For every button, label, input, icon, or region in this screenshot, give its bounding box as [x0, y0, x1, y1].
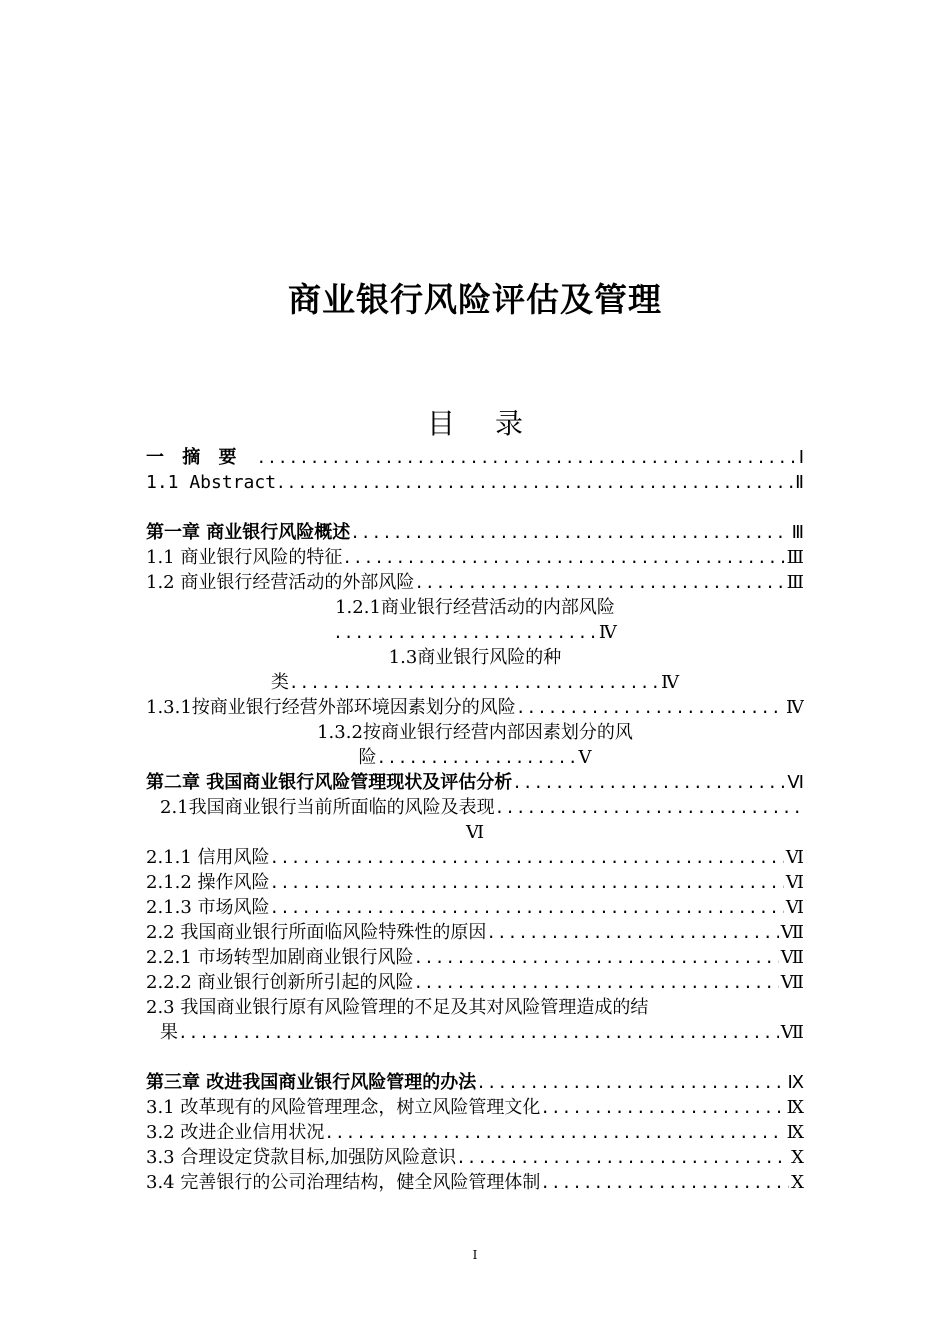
toc-entry-continuation — [146, 1020, 804, 1045]
toc-leader — [486, 920, 778, 945]
toc-entry[interactable] — [146, 845, 804, 870]
toc-entry-label: 2.2.1 市场转型加剧商业银行风险 — [146, 947, 414, 968]
toc-leader — [243, 445, 797, 470]
toc-leader — [270, 895, 784, 920]
toc-entry-page: Ⅲ — [786, 547, 804, 568]
toc-entry-label: 2.2.2 商业银行创新所引起的风险 — [146, 972, 414, 993]
toc-entry-label: 1.3.1按商业银行经营外部环境因素划分的风险 — [146, 697, 516, 718]
toc-entry-page: Ⅸ — [786, 1122, 804, 1143]
toc-entry[interactable] — [146, 1145, 804, 1170]
toc-entry[interactable] — [146, 520, 804, 545]
spacer — [146, 1045, 804, 1070]
toc-leader: ......................... — [333, 623, 599, 642]
toc-leader — [270, 870, 784, 895]
toc-entry-label: 3.4 完善银行的公司治理结构，健全风险管理体制 — [146, 1172, 541, 1193]
toc-entry[interactable] — [146, 920, 804, 945]
toc-entry-label[interactable]: 1.2.1商业银行经营活动的内部风险 — [335, 597, 615, 618]
toc-entry[interactable] — [146, 1095, 804, 1120]
toc-entry-page: Ⅳ — [661, 672, 680, 693]
toc-entry-label: 2.1.2 操作风险 — [146, 872, 270, 893]
toc-heading-char-2: 录 — [495, 407, 524, 440]
toc-entry-label: 3.2 改进企业信用状况 — [146, 1122, 325, 1143]
toc-heading-char-1: 目 — [426, 407, 455, 440]
toc-entry[interactable] — [146, 570, 804, 595]
toc-entry-page: Ⅵ — [465, 822, 485, 843]
toc-entry-page: Ⅳ — [786, 697, 804, 718]
toc-leader — [350, 520, 789, 545]
toc-leader — [414, 570, 784, 595]
toc-entry-page: Ⅵ — [785, 847, 804, 868]
toc-entry[interactable] — [146, 945, 804, 970]
toc-entry-label[interactable]: 1.3商业银行风险的种 — [388, 647, 562, 668]
toc-entry-label: 一 摘 要 — [146, 447, 243, 468]
toc-entry[interactable] — [146, 970, 804, 995]
toc-leader — [476, 1070, 785, 1095]
toc-leader — [456, 1145, 789, 1170]
toc-entry-label: 2.2 我国商业银行所面临风险特殊性的原因 — [146, 922, 487, 943]
toc-leader — [495, 795, 804, 820]
toc-entry[interactable] — [146, 695, 804, 720]
toc-entry[interactable] — [146, 870, 804, 895]
toc-heading — [0, 402, 950, 442]
toc-entry[interactable] — [146, 470, 804, 495]
toc-entry-label: 第三章 改进我国商业银行风险管理的办法 — [146, 1072, 477, 1093]
toc-entry-page: Ⅶ — [780, 972, 804, 993]
toc-entry-page: Ⅸ — [787, 1072, 804, 1093]
toc-leader — [516, 695, 784, 720]
toc-entry-label: 1.1 商业银行风险的特征 — [146, 547, 343, 568]
toc-entry-continuation — [146, 620, 804, 645]
toc-entry-label: 2.1.3 市场风险 — [146, 897, 270, 918]
toc-entry-label: 2.1.1 信用风险 — [146, 847, 270, 868]
toc-entry[interactable] — [146, 1120, 804, 1145]
table-of-contents — [146, 445, 804, 1195]
toc-leader — [540, 1170, 789, 1195]
toc-entry-page: Ⅲ — [791, 522, 804, 543]
toc-leader — [178, 1020, 779, 1045]
toc-leader — [276, 470, 793, 495]
toc-entry-page: Ⅵ — [785, 872, 804, 893]
page-number: I — [472, 1248, 478, 1262]
toc-entry[interactable] — [146, 770, 804, 795]
toc-entry-page: Ⅵ — [787, 772, 804, 793]
toc-entry-page: Ⅶ — [780, 922, 804, 943]
toc-entry[interactable] — [146, 445, 804, 470]
toc-entry-page: Ⅶ — [780, 1022, 804, 1043]
toc-entry[interactable] — [146, 1070, 804, 1095]
toc-leader: ................... — [376, 748, 579, 767]
toc-entry-label: 3.3 合理设定贷款目标,加强防风险意识 — [146, 1147, 457, 1168]
toc-entry[interactable] — [146, 795, 804, 820]
toc-entry-continuation — [146, 745, 804, 770]
toc-entry[interactable] — [146, 995, 804, 1020]
toc-entry-label-cont: 类 — [270, 672, 289, 693]
toc-entry[interactable] — [146, 545, 804, 570]
toc-entry-page: Ⅵ — [785, 897, 804, 918]
toc-leader — [342, 545, 784, 570]
toc-leader — [270, 845, 784, 870]
toc-entry-page: Ⅲ — [786, 572, 804, 593]
toc-entry-label: 2.1我国商业银行当前所面临的风险及表现 — [160, 797, 495, 818]
toc-entry-label-cont: 果 — [160, 1022, 178, 1043]
document-title: 商业银行风险评估及管理 — [288, 280, 662, 319]
toc-entry-continuation — [146, 670, 804, 695]
toc-leader — [540, 1095, 784, 1120]
toc-entry-page: Ⅴ — [578, 747, 592, 768]
toc-entry-label: 1.1 Abstract — [146, 472, 277, 493]
toc-leader — [414, 970, 779, 995]
toc-entry-label: 3.1 改革现有的风险管理理念，树立风险管理文化 — [146, 1097, 541, 1118]
toc-leader — [512, 770, 785, 795]
toc-entry-page: Ⅹ — [791, 1147, 804, 1168]
toc-entry[interactable] — [146, 1170, 804, 1195]
toc-entry-page: Ⅸ — [786, 1097, 804, 1118]
spacer — [146, 495, 804, 520]
toc-entry-label: 1.2 商业银行经营活动的外部风险 — [146, 572, 415, 593]
toc-entry[interactable] — [146, 895, 804, 920]
toc-entry-label: 第二章 我国商业银行风险管理现状及评估分析 — [146, 772, 513, 793]
toc-leader: ................................... — [288, 673, 662, 692]
toc-entry-label: 2.3 我国商业银行原有风险管理的不足及其对风险管理造成的结 — [146, 997, 649, 1018]
toc-entry-page: Ⅹ — [791, 1172, 804, 1193]
toc-entry-label-cont: 险 — [358, 747, 377, 768]
toc-entry-label[interactable]: 1.3.2按商业银行经营内部因素划分的风 — [317, 722, 633, 743]
toc-entry-label: 第一章 商业银行风险概述 — [146, 522, 351, 543]
toc-entry-page: Ⅰ — [798, 447, 804, 468]
toc-entry-page: Ⅶ — [780, 947, 804, 968]
toc-leader — [414, 945, 779, 970]
toc-leader — [324, 1120, 784, 1145]
toc-entry-page: Ⅳ — [598, 622, 617, 643]
toc-entry-page: Ⅱ — [795, 472, 804, 493]
